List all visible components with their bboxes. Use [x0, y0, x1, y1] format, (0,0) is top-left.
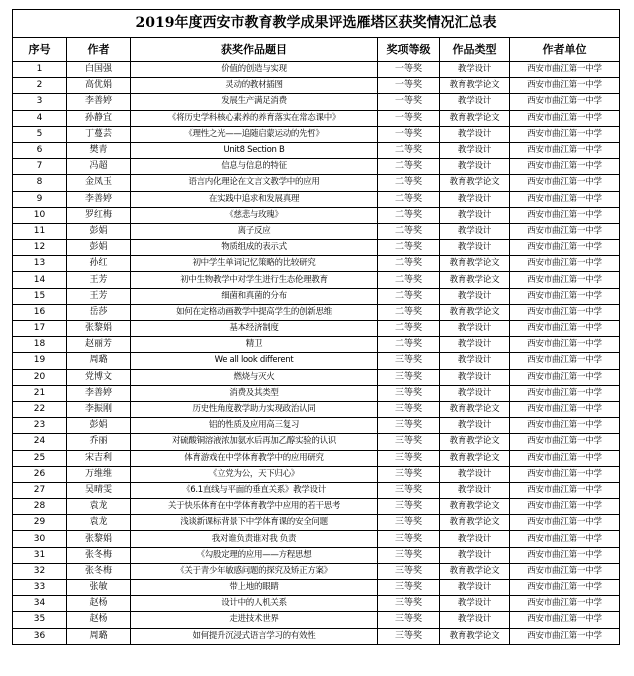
row-work-title: 《立党为公，天下归心》	[131, 466, 378, 482]
row-author-unit: 西安市曲江第一中学	[510, 563, 620, 579]
row-award-level: 一等奖	[378, 78, 440, 94]
row-index: 26	[13, 466, 67, 482]
table-row	[13, 175, 620, 191]
row-work-title: 发展生产满足消费	[131, 94, 378, 110]
row-index: 14	[13, 272, 67, 288]
row-work-title: 消费及其类型	[131, 385, 378, 401]
row-work-type: 教学设计	[440, 321, 510, 337]
row-work-type: 教学设计	[440, 207, 510, 223]
row-author: 赵杨	[67, 596, 131, 612]
row-author-unit: 西安市曲江第一中学	[510, 612, 620, 628]
row-author-unit: 西安市曲江第一中学	[510, 353, 620, 369]
row-work-title: 浅谈新课标背景下中学体育课的安全问题	[131, 515, 378, 531]
row-award-level: 三等奖	[378, 466, 440, 482]
row-author-unit: 西安市曲江第一中学	[510, 175, 620, 191]
row-work-type: 教学设计	[440, 126, 510, 142]
row-author-unit: 西安市曲江第一中学	[510, 385, 620, 401]
row-author-unit: 西安市曲江第一中学	[510, 272, 620, 288]
row-index: 11	[13, 223, 67, 239]
row-work-type: 教育教学论文	[440, 401, 510, 417]
row-award-level: 一等奖	[378, 94, 440, 110]
row-author: 丁蔓芸	[67, 126, 131, 142]
row-award-level: 三等奖	[378, 580, 440, 596]
row-index: 30	[13, 531, 67, 547]
row-author-unit: 西安市曲江第一中学	[510, 256, 620, 272]
row-index: 9	[13, 191, 67, 207]
table-row	[13, 369, 620, 385]
table-row	[13, 272, 620, 288]
row-award-level: 三等奖	[378, 401, 440, 417]
row-index: 20	[13, 369, 67, 385]
row-work-title: 灵动的教材插图	[131, 78, 378, 94]
row-author: 袁龙	[67, 499, 131, 515]
row-work-type: 教育教学论文	[440, 499, 510, 515]
row-author-unit: 西安市曲江第一中学	[510, 401, 620, 417]
row-author-unit: 西安市曲江第一中学	[510, 94, 620, 110]
row-work-title: 铝的性质及应用高三复习	[131, 418, 378, 434]
table-row	[13, 628, 620, 644]
header-index: 序号	[13, 38, 67, 62]
row-author-unit: 西安市曲江第一中学	[510, 223, 620, 239]
row-index: 21	[13, 385, 67, 401]
table-row	[13, 240, 620, 256]
table-row	[13, 612, 620, 628]
row-index: 19	[13, 353, 67, 369]
row-index: 12	[13, 240, 67, 256]
row-index: 13	[13, 256, 67, 272]
table-row	[13, 207, 620, 223]
table-row	[13, 450, 620, 466]
row-author: 李振刚	[67, 401, 131, 417]
row-work-type: 教育教学论文	[440, 78, 510, 94]
row-work-type: 教学设计	[440, 369, 510, 385]
row-author: 王芳	[67, 288, 131, 304]
row-work-type: 教学设计	[440, 337, 510, 353]
row-award-level: 二等奖	[378, 321, 440, 337]
row-author: 张黎娟	[67, 321, 131, 337]
row-author-unit: 西安市曲江第一中学	[510, 482, 620, 498]
row-author: 孙静宜	[67, 110, 131, 126]
row-work-type: 教育教学论文	[440, 304, 510, 320]
row-work-title: 基本经济制度	[131, 321, 378, 337]
row-work-title: We all look different	[131, 353, 378, 369]
row-award-level: 二等奖	[378, 191, 440, 207]
table-row	[13, 531, 620, 547]
row-work-title: 价值的创造与实现	[131, 62, 378, 78]
row-work-type: 教学设计	[440, 142, 510, 158]
row-index: 18	[13, 337, 67, 353]
row-work-title: 设计中的人机关系	[131, 596, 378, 612]
row-award-level: 三等奖	[378, 515, 440, 531]
row-work-title: 语言内化理论在文言文教学中的应用	[131, 175, 378, 191]
row-author-unit: 西安市曲江第一中学	[510, 78, 620, 94]
table-row	[13, 482, 620, 498]
row-author: 张敏	[67, 580, 131, 596]
row-work-title: 走进技术世界	[131, 612, 378, 628]
row-award-level: 二等奖	[378, 288, 440, 304]
row-author: 张冬梅	[67, 563, 131, 579]
table-row	[13, 337, 620, 353]
table-row	[13, 304, 620, 320]
row-award-level: 三等奖	[378, 385, 440, 401]
table-row	[13, 94, 620, 110]
row-author: 冯超	[67, 159, 131, 175]
row-award-level: 二等奖	[378, 304, 440, 320]
table-row	[13, 547, 620, 563]
table-row	[13, 401, 620, 417]
row-author-unit: 西安市曲江第一中学	[510, 110, 620, 126]
row-work-type: 教育教学论文	[440, 628, 510, 644]
row-index: 32	[13, 563, 67, 579]
row-work-type: 教学设计	[440, 466, 510, 482]
row-author-unit: 西安市曲江第一中学	[510, 628, 620, 644]
row-work-type: 教学设计	[440, 482, 510, 498]
row-work-title: 《理性之光——追随启蒙运动的先哲》	[131, 126, 378, 142]
row-award-level: 二等奖	[378, 272, 440, 288]
row-work-title: 对硫酸铜溶液浓加氨水后再加乙醇实验的认识	[131, 434, 378, 450]
row-index: 16	[13, 304, 67, 320]
row-work-title: 物质组成的表示式	[131, 240, 378, 256]
row-work-type: 教学设计	[440, 596, 510, 612]
row-author: 彭娟	[67, 240, 131, 256]
row-work-type: 教学设计	[440, 223, 510, 239]
row-author-unit: 西安市曲江第一中学	[510, 337, 620, 353]
row-author: 赵杨	[67, 612, 131, 628]
row-work-type: 教学设计	[440, 159, 510, 175]
award-summary-sheet	[12, 9, 619, 645]
row-work-type: 教学设计	[440, 240, 510, 256]
row-author: 彭娟	[67, 223, 131, 239]
row-award-level: 三等奖	[378, 563, 440, 579]
header-work-title: 获奖作品题目	[131, 38, 378, 62]
row-work-type: 教育教学论文	[440, 175, 510, 191]
row-work-type: 教育教学论文	[440, 515, 510, 531]
row-index: 23	[13, 418, 67, 434]
row-author-unit: 西安市曲江第一中学	[510, 191, 620, 207]
row-award-level: 一等奖	[378, 110, 440, 126]
table-row	[13, 288, 620, 304]
row-award-level: 三等奖	[378, 418, 440, 434]
row-author: 万维维	[67, 466, 131, 482]
header-author: 作者	[67, 38, 131, 62]
row-author-unit: 西安市曲江第一中学	[510, 288, 620, 304]
row-work-title: 《慈悲与玫瑰》	[131, 207, 378, 223]
row-author-unit: 西安市曲江第一中学	[510, 62, 620, 78]
row-index: 3	[13, 94, 67, 110]
row-work-title: 关于快乐体育在中学体育教学中应用的若干思考	[131, 499, 378, 515]
row-author: 李善婷	[67, 191, 131, 207]
header-work-type: 作品类型	[440, 38, 510, 62]
row-author-unit: 西安市曲江第一中学	[510, 159, 620, 175]
table-row	[13, 78, 620, 94]
row-work-type: 教育教学论文	[440, 450, 510, 466]
row-author-unit: 西安市曲江第一中学	[510, 466, 620, 482]
row-index: 33	[13, 580, 67, 596]
row-author-unit: 西安市曲江第一中学	[510, 321, 620, 337]
header-row	[13, 38, 620, 62]
row-award-level: 三等奖	[378, 369, 440, 385]
row-award-level: 一等奖	[378, 126, 440, 142]
table-row	[13, 434, 620, 450]
row-author: 彭娟	[67, 418, 131, 434]
row-work-type: 教育教学论文	[440, 563, 510, 579]
row-work-title: 初中学生单词记忆策略的比较研究	[131, 256, 378, 272]
table-row	[13, 515, 620, 531]
row-work-title: 在实践中追求和发展真理	[131, 191, 378, 207]
table-row	[13, 159, 620, 175]
row-author: 罗红梅	[67, 207, 131, 223]
row-work-type: 教育教学论文	[440, 434, 510, 450]
row-work-type: 教学设计	[440, 62, 510, 78]
table-row	[13, 353, 620, 369]
table-row	[13, 142, 620, 158]
row-author-unit: 西安市曲江第一中学	[510, 434, 620, 450]
row-work-type: 教学设计	[440, 94, 510, 110]
row-award-level: 三等奖	[378, 596, 440, 612]
table-row	[13, 321, 620, 337]
row-award-level: 一等奖	[378, 62, 440, 78]
table-row	[13, 580, 620, 596]
row-award-level: 三等奖	[378, 499, 440, 515]
row-work-type: 教育教学论文	[440, 110, 510, 126]
row-award-level: 二等奖	[378, 337, 440, 353]
row-index: 1	[13, 62, 67, 78]
row-work-title: 《关于青少年敏感问题的探究及矫正方案》	[131, 563, 378, 579]
row-award-level: 三等奖	[378, 547, 440, 563]
row-index: 10	[13, 207, 67, 223]
row-author-unit: 西安市曲江第一中学	[510, 207, 620, 223]
row-award-level: 三等奖	[378, 612, 440, 628]
row-award-level: 二等奖	[378, 159, 440, 175]
header-award-level: 奖项等级	[378, 38, 440, 62]
row-author-unit: 西安市曲江第一中学	[510, 304, 620, 320]
row-author: 金凤玉	[67, 175, 131, 191]
row-work-type: 教学设计	[440, 580, 510, 596]
row-work-type: 教育教学论文	[440, 256, 510, 272]
row-index: 27	[13, 482, 67, 498]
row-award-level: 二等奖	[378, 142, 440, 158]
title-row	[13, 10, 620, 38]
row-author-unit: 西安市曲江第一中学	[510, 531, 620, 547]
row-work-title: 细菌和真菌的分布	[131, 288, 378, 304]
row-index: 25	[13, 450, 67, 466]
row-work-type: 教学设计	[440, 418, 510, 434]
table-row	[13, 191, 620, 207]
row-award-level: 三等奖	[378, 353, 440, 369]
row-index: 34	[13, 596, 67, 612]
row-index: 17	[13, 321, 67, 337]
row-award-level: 二等奖	[378, 256, 440, 272]
row-index: 24	[13, 434, 67, 450]
row-work-type: 教学设计	[440, 288, 510, 304]
row-author-unit: 西安市曲江第一中学	[510, 580, 620, 596]
row-work-type: 教学设计	[440, 531, 510, 547]
row-author-unit: 西安市曲江第一中学	[510, 126, 620, 142]
row-index: 5	[13, 126, 67, 142]
row-index: 7	[13, 159, 67, 175]
row-work-title: 体育游戏在中学体育教学中的应用研究	[131, 450, 378, 466]
table-body	[13, 62, 620, 645]
row-author: 高优娟	[67, 78, 131, 94]
row-work-title: 带上地的眼睛	[131, 580, 378, 596]
row-author-unit: 西安市曲江第一中学	[510, 240, 620, 256]
row-author: 白国强	[67, 62, 131, 78]
row-index: 4	[13, 110, 67, 126]
table-row	[13, 256, 620, 272]
row-author-unit: 西安市曲江第一中学	[510, 418, 620, 434]
row-work-type: 教育教学论文	[440, 272, 510, 288]
row-work-type: 教学设计	[440, 353, 510, 369]
row-author-unit: 西安市曲江第一中学	[510, 596, 620, 612]
row-author-unit: 西安市曲江第一中学	[510, 450, 620, 466]
row-award-level: 三等奖	[378, 434, 440, 450]
row-author: 吴晴雯	[67, 482, 131, 498]
row-index: 6	[13, 142, 67, 158]
row-work-title: 《6.1直线与平面的垂直关系》教学设计	[131, 482, 378, 498]
row-author-unit: 西安市曲江第一中学	[510, 547, 620, 563]
row-author: 乔丽	[67, 434, 131, 450]
row-award-level: 三等奖	[378, 482, 440, 498]
table-row	[13, 596, 620, 612]
row-award-level: 二等奖	[378, 207, 440, 223]
row-work-title: 《勾股定理的应用——方程思想	[131, 547, 378, 563]
table-row	[13, 499, 620, 515]
table-row	[13, 418, 620, 434]
table-title: 2019年度西安市教育教学成果评选雁塔区获奖情况汇总表	[13, 10, 620, 38]
row-work-title: 如何提升沉浸式语言学习的有效性	[131, 628, 378, 644]
row-author: 李善婷	[67, 94, 131, 110]
row-index: 35	[13, 612, 67, 628]
row-work-type: 教学设计	[440, 385, 510, 401]
row-work-type: 教学设计	[440, 547, 510, 563]
row-author-unit: 西安市曲江第一中学	[510, 499, 620, 515]
table-row	[13, 466, 620, 482]
row-work-title: 《将历史学科核心素养的养育落实在常态课中》	[131, 110, 378, 126]
row-index: 8	[13, 175, 67, 191]
row-award-level: 三等奖	[378, 531, 440, 547]
row-author: 孙红	[67, 256, 131, 272]
row-work-title: 离子反应	[131, 223, 378, 239]
row-author-unit: 西安市曲江第一中学	[510, 515, 620, 531]
row-author: 赵丽芳	[67, 337, 131, 353]
row-author: 党博文	[67, 369, 131, 385]
row-author: 周璐	[67, 353, 131, 369]
row-work-title: 我对谁负责谁对我 负责	[131, 531, 378, 547]
row-index: 15	[13, 288, 67, 304]
row-index: 2	[13, 78, 67, 94]
row-index: 29	[13, 515, 67, 531]
row-award-level: 二等奖	[378, 175, 440, 191]
row-index: 22	[13, 401, 67, 417]
row-work-title: 信息与信息的特征	[131, 159, 378, 175]
row-work-title: 历史性角度教学助力实现政治认同	[131, 401, 378, 417]
header-author-unit: 作者单位	[510, 38, 620, 62]
table-row	[13, 62, 620, 78]
row-work-title: 燃烧与灭火	[131, 369, 378, 385]
row-author-unit: 西安市曲江第一中学	[510, 142, 620, 158]
row-award-level: 三等奖	[378, 450, 440, 466]
row-author: 李善婷	[67, 385, 131, 401]
row-work-type: 教学设计	[440, 191, 510, 207]
row-award-level: 二等奖	[378, 240, 440, 256]
row-award-level: 二等奖	[378, 223, 440, 239]
row-work-type: 教学设计	[440, 612, 510, 628]
row-work-title: 如何在定格动画教学中提高学生的创新思维	[131, 304, 378, 320]
row-author: 岳莎	[67, 304, 131, 320]
row-author: 宋吉利	[67, 450, 131, 466]
row-author: 王芳	[67, 272, 131, 288]
row-author: 周璐	[67, 628, 131, 644]
table-row	[13, 223, 620, 239]
row-index: 31	[13, 547, 67, 563]
row-work-title: 初中生物教学中对学生进行生态伦理教育	[131, 272, 378, 288]
table-row	[13, 563, 620, 579]
table-row	[13, 385, 620, 401]
award-table	[12, 9, 620, 645]
row-author: 樊青	[67, 142, 131, 158]
row-work-title: Unit8 Section B	[131, 142, 378, 158]
row-index: 28	[13, 499, 67, 515]
row-author: 张冬梅	[67, 547, 131, 563]
row-index: 36	[13, 628, 67, 644]
row-work-title: 精卫	[131, 337, 378, 353]
row-author: 张黎娟	[67, 531, 131, 547]
table-row	[13, 110, 620, 126]
table-row	[13, 126, 620, 142]
row-author: 袁龙	[67, 515, 131, 531]
row-author-unit: 西安市曲江第一中学	[510, 369, 620, 385]
row-award-level: 三等奖	[378, 628, 440, 644]
